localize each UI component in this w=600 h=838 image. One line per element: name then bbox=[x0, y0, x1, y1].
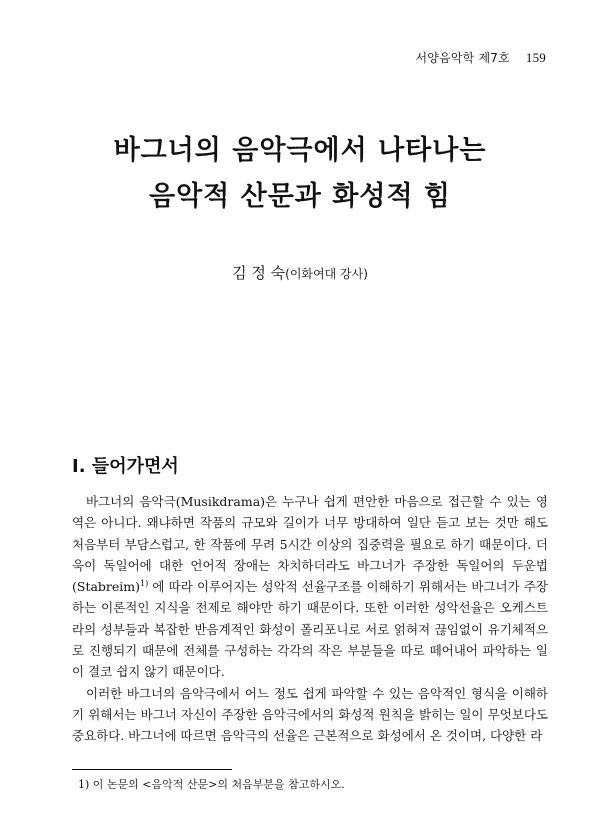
footnote-reference[interactable]: 1) bbox=[140, 579, 149, 589]
paragraph-1-part-a: 바그너의 음악극(Musikdrama)은 누구나 쉽게 편안한 마음으로 접근할 수 있는 영역은 아니다. 왜냐하면 작품의 규모와 길이가 너무 방대하여 일단 듣고 보는 것만 해도 처음부터 부담스럽고, 한 작품에 무려 5시간 이상의 집중력을 필요로 하기 때문이다. 더욱이 독일어에 대한 언어적 장애는 차치하더라도 바그너가 주장한 독일어의 두운법(Stabreim) bbox=[72, 494, 548, 595]
paragraph-1 bbox=[72, 491, 548, 683]
title-line-2: 음악적 산문과 화성적 힘 bbox=[148, 181, 452, 212]
running-header bbox=[415, 49, 546, 66]
author-name: 김 정 숙 bbox=[232, 264, 286, 282]
section-heading: I. 들어가면서 bbox=[72, 456, 179, 477]
paper-title bbox=[0, 128, 600, 220]
paragraph-1-part-b: 에 따라 이루어지는 성악적 선율구조를 이해하기 위해서는 바그너가 주장하는 이론적인 지식을 전제로 해야만 하기 때문이다. 또한 이러한 성악선율은 오케스트라의 성부들과 복잡한 반음계적인 화성이 폴리포니로 서로 얽혀져 끊임없이 유기체적으로 진행되기 때문에 전체를 구성하는 각각의 작은 부분들을 따로 떼어내어 파악하는 일이 결코 쉽지 않기 때문이다. bbox=[72, 579, 548, 680]
author-line bbox=[0, 262, 600, 283]
journal-name: 서양음악학 제7호 bbox=[415, 51, 510, 65]
title-line-1: 바그너의 음악극에서 나타나는 bbox=[113, 135, 487, 166]
body-text bbox=[72, 491, 548, 747]
author-affiliation: (이화여대 강사) bbox=[285, 267, 368, 281]
footnote: 1) 이 논문의 <음악적 산문>의 처음부분을 참고하시오. bbox=[78, 778, 345, 791]
footnote-divider bbox=[72, 769, 232, 770]
paragraph-2: 이러한 바그너의 음악극에서 어느 정도 쉽게 파악할 수 있는 음악적인 형식을 이해하기 위해서는 바그너 자신이 주장한 음악극에서의 화성적 원칙을 밝히는 일이 무엇보다도 중요하다. 바그너에 따르면 음악극의 선율은 근본적으로 화성에서 온 것이며, 다양한 라 bbox=[72, 685, 548, 744]
page-number: 159 bbox=[525, 50, 546, 65]
